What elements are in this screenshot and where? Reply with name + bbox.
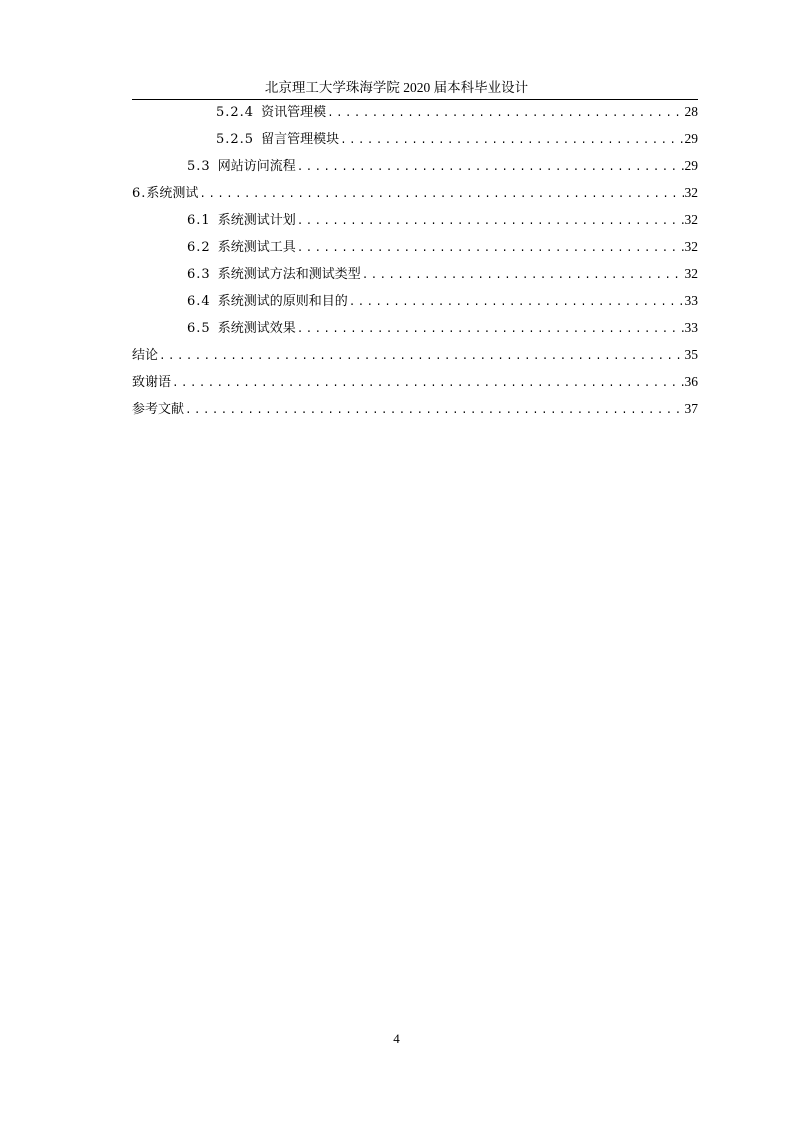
toc-entry-title: 系统测试 [146,186,199,201]
toc-entry-title: 致谢语 [132,375,172,390]
toc-entry-title: 系统测试计划 [217,213,296,228]
toc-dot-leader [185,400,683,422]
toc-dot-leader [327,103,683,125]
toc-entry-title: 网站访问流程 [217,159,296,174]
toc-entry[interactable] [132,209,698,236]
toc-entry-number: 6.5 [187,321,211,336]
toc-entry-page: 32 [684,212,698,227]
toc-entry-page: 36 [684,374,698,389]
toc-dot-leader [362,265,684,287]
toc-dot-leader [297,211,684,233]
toc-dot-leader [297,238,684,260]
toc-entry-title: 资讯管理模 [261,105,327,120]
toc-entry-number: 5.3 [187,159,211,174]
table-of-contents [132,101,698,425]
toc-entry[interactable] [132,101,698,128]
toc-entry-title: 留言管理模块 [261,132,340,147]
toc-entry-title: 系统测试效果 [217,321,296,336]
toc-entry-page: 32 [684,185,698,200]
toc-entry-number: 5.2.4 [216,105,255,120]
page-number: 4 [393,1031,400,1046]
toc-entry[interactable] [132,155,698,182]
toc-entry-page: 35 [684,347,698,362]
toc-entry[interactable] [132,182,698,209]
toc-entry-number: 5.2.5 [216,132,255,147]
toc-entry-number: 6. [132,186,147,201]
toc-entry-page: 32 [684,239,698,254]
toc-entry-number: 6.3 [187,267,211,282]
toc-dot-leader [349,292,684,314]
toc-dot-leader [297,319,684,341]
toc-entry-title: 系统测试方法和测试类型 [217,267,361,282]
toc-entry[interactable] [132,344,698,371]
toc-entry[interactable] [132,236,698,263]
toc-entry-title: 参考文献 [132,402,185,417]
toc-entry[interactable] [132,263,698,290]
toc-entry[interactable] [132,371,698,398]
toc-entry-title: 系统测试工具 [217,240,296,255]
toc-dot-leader [172,373,683,395]
toc-entry[interactable] [132,317,698,344]
toc-entry-page: 29 [684,131,698,146]
toc-entry-page: 33 [684,320,698,335]
toc-entry-number: 6.2 [187,240,211,255]
toc-entry-title: 结论 [132,348,159,363]
toc-entry-page: 29 [684,158,698,173]
toc-entry-page: 28 [684,104,698,119]
toc-entry-page: 37 [684,401,698,416]
header-divider [132,99,698,100]
toc-entry-page: 33 [684,293,698,308]
toc-dot-leader [199,184,683,206]
toc-entry[interactable] [132,290,698,317]
toc-dot-leader [297,157,684,179]
toc-entry[interactable] [132,128,698,155]
toc-entry[interactable] [132,398,698,425]
toc-entry-number: 6.1 [187,213,211,228]
page-header-title: 北京理工大学珠海学院 2020 届本科毕业设计 [264,80,529,95]
toc-dot-leader [340,130,683,152]
toc-dot-leader [159,346,683,368]
toc-entry-page: 32 [684,266,698,281]
toc-entry-number: 6.4 [187,294,211,309]
toc-entry-title: 系统测试的原则和目的 [217,294,348,309]
